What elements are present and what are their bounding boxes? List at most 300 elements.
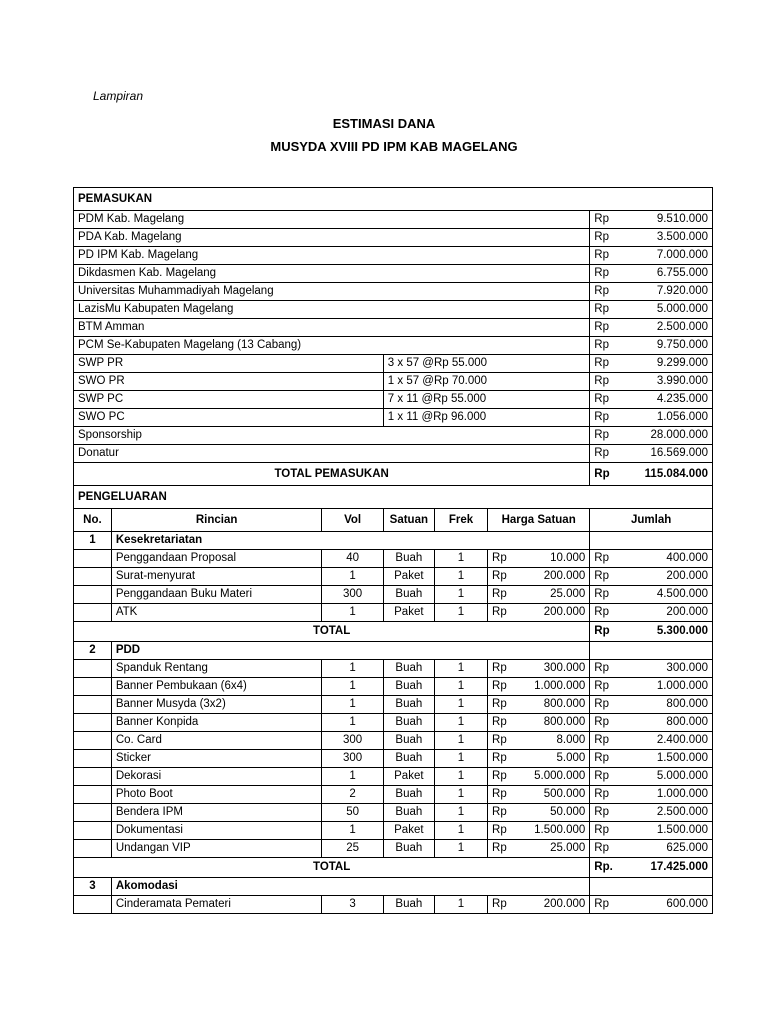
pengeluaran-heading-row [74, 486, 713, 509]
document-subtitle: MUSYDA XVIII PD IPM KAB MAGELANG [270, 139, 518, 154]
money-cell [492, 897, 585, 912]
item-frek: 1 [434, 750, 487, 768]
total-pemasukan-amount [590, 463, 713, 486]
income-amount [590, 355, 713, 373]
item-satuan: Paket [383, 822, 434, 840]
item-jumlah [590, 586, 713, 604]
item-rincian: Undangan VIP [111, 840, 322, 858]
money-cell [594, 715, 708, 730]
currency-label: Rp [492, 680, 507, 692]
money-cell [594, 733, 708, 748]
currency-label: Rp [492, 662, 507, 674]
item-harga [488, 604, 590, 622]
money-cell [594, 751, 708, 766]
item-vol: 1 [322, 660, 383, 678]
item-row [74, 660, 713, 678]
money-cell [492, 805, 585, 820]
item-harga [488, 660, 590, 678]
section-name: Kesekretariatan [111, 532, 589, 550]
empty-cell [590, 642, 713, 660]
lampiran-label: Lampiran [93, 89, 144, 103]
income-amount [590, 373, 713, 391]
item-frek: 1 [434, 714, 487, 732]
item-vol: 1 [322, 822, 383, 840]
money-cell [594, 805, 708, 820]
income-source: LazisMu Kabupaten Magelang [74, 301, 590, 319]
item-vol: 1 [322, 678, 383, 696]
money-cell [594, 467, 708, 482]
amount-value: 200.000 [543, 898, 586, 910]
item-frek: 1 [434, 768, 487, 786]
income-row [74, 229, 713, 247]
currency-label: Rp [594, 698, 609, 710]
item-row [74, 550, 713, 568]
empty-cell [74, 804, 112, 822]
empty-cell [74, 604, 112, 622]
currency-label: Rp [492, 824, 507, 836]
item-jumlah [590, 604, 713, 622]
income-row [74, 445, 713, 463]
amount-value: 9.750.000 [656, 339, 708, 351]
currency-label: Rp [492, 552, 507, 564]
income-row [74, 211, 713, 229]
money-cell [594, 787, 708, 802]
amount-value: 10.000 [550, 552, 586, 564]
money-cell [594, 338, 708, 353]
amount-value: 400.000 [666, 552, 708, 564]
currency-label: Rp [594, 662, 609, 674]
currency-label: Rp [492, 842, 507, 854]
amount-value: 1.056.000 [656, 411, 708, 423]
money-cell [594, 587, 708, 602]
income-amount [590, 301, 713, 319]
amount-value: 16.569.000 [650, 447, 708, 459]
currency-label: Rp [594, 467, 610, 480]
amount-value: 17.425.000 [650, 861, 708, 873]
money-cell [594, 266, 708, 281]
item-satuan: Buah [383, 786, 434, 804]
money-cell [594, 605, 708, 620]
amount-value: 5.000.000 [656, 303, 708, 315]
income-amount [590, 229, 713, 247]
income-row [74, 319, 713, 337]
amount-value: 2.500.000 [656, 806, 708, 818]
currency-label: Rp [492, 898, 507, 910]
section-number: 3 [74, 878, 112, 896]
empty-cell [74, 660, 112, 678]
money-cell [594, 392, 708, 407]
column-header: Vol [322, 509, 383, 532]
currency-label: Rp [492, 788, 507, 800]
income-source: PDM Kab. Magelang [74, 211, 590, 229]
item-rincian: Penggandaan Proposal [111, 550, 322, 568]
item-harga [488, 804, 590, 822]
income-detail: 7 x 11 @Rp 55.000 [383, 391, 590, 409]
income-source: Dikdasmen Kab. Magelang [74, 265, 590, 283]
item-harga [488, 586, 590, 604]
currency-label: Rp [594, 716, 609, 728]
empty-cell [74, 714, 112, 732]
currency-label: Rp [492, 570, 507, 582]
amount-value: 800.000 [666, 716, 708, 728]
currency-label: Rp [594, 788, 609, 800]
amount-value: 4.500.000 [656, 588, 708, 600]
currency-label: Rp [492, 606, 507, 618]
amount-value: 6.755.000 [656, 267, 708, 279]
item-satuan: Buah [383, 840, 434, 858]
income-source: SWP PC [74, 391, 384, 409]
money-cell [492, 841, 585, 856]
money-cell [594, 230, 708, 245]
item-frek: 1 [434, 568, 487, 586]
money-cell [492, 823, 585, 838]
amount-value: 3.990.000 [656, 375, 708, 387]
currency-label: Rp [594, 213, 609, 225]
income-source: PCM Se-Kabupaten Magelang (13 Cabang) [74, 337, 590, 355]
amount-value: 600.000 [666, 898, 708, 910]
item-jumlah [590, 804, 713, 822]
money-cell [594, 551, 708, 566]
item-jumlah [590, 678, 713, 696]
income-amount [590, 211, 713, 229]
amount-value: 800.000 [543, 698, 586, 710]
amount-value: 1.500.000 [534, 824, 586, 836]
document-title: ESTIMASI DANA [332, 116, 436, 131]
amount-value: 7.000.000 [656, 249, 708, 261]
money-cell [594, 284, 708, 299]
money-cell [594, 823, 708, 838]
currency-label: Rp [492, 752, 507, 764]
money-cell [492, 587, 585, 602]
amount-value: 7.920.000 [656, 285, 708, 297]
item-jumlah [590, 840, 713, 858]
money-cell [492, 733, 585, 748]
item-satuan: Paket [383, 604, 434, 622]
item-rincian: Bendera IPM [111, 804, 322, 822]
income-amount [590, 409, 713, 427]
currency-label: Rp [594, 570, 609, 582]
item-jumlah [590, 822, 713, 840]
section-number: 1 [74, 532, 112, 550]
amount-value: 9.510.000 [656, 213, 708, 225]
empty-cell [74, 786, 112, 804]
item-rincian: Penggandaan Buku Materi [111, 586, 322, 604]
item-harga [488, 678, 590, 696]
money-cell [492, 551, 585, 566]
item-rincian: Spanduk Rentang [111, 660, 322, 678]
section-total-label: TOTAL [74, 622, 590, 642]
empty-cell [74, 750, 112, 768]
amount-value: 2.500.000 [656, 321, 708, 333]
item-row [74, 696, 713, 714]
amount-value: 200.000 [666, 606, 708, 618]
income-amount [590, 319, 713, 337]
currency-label: Rp [492, 770, 507, 782]
item-jumlah [590, 568, 713, 586]
section-name: Akomodasi [111, 878, 589, 896]
income-amount [590, 265, 713, 283]
item-rincian: Banner Pembukaan (6x4) [111, 678, 322, 696]
item-row [74, 568, 713, 586]
item-frek: 1 [434, 586, 487, 604]
amount-value: 300.000 [543, 662, 586, 674]
item-vol: 1 [322, 768, 383, 786]
amount-value: 8.000 [556, 734, 586, 746]
currency-label: Rp [594, 357, 609, 369]
currency-label: Rp [594, 447, 609, 459]
currency-label: Rp [594, 249, 609, 261]
item-satuan: Buah [383, 678, 434, 696]
empty-cell [74, 732, 112, 750]
item-jumlah [590, 660, 713, 678]
pengeluaran-heading: PENGELUARAN [74, 486, 713, 509]
item-vol: 1 [322, 696, 383, 714]
empty-cell [74, 896, 112, 914]
income-row [74, 373, 713, 391]
amount-value: 1.000.000 [656, 680, 708, 692]
amount-value: 1.000.000 [534, 680, 586, 692]
item-rincian: Photo Boot [111, 786, 322, 804]
income-amount [590, 283, 713, 301]
income-source: SWP PR [74, 355, 384, 373]
currency-label: Rp [594, 429, 609, 441]
currency-label: Rp [594, 339, 609, 351]
currency-label: Rp [594, 588, 609, 600]
income-source: PDA Kab. Magelang [74, 229, 590, 247]
item-satuan: Paket [383, 568, 434, 586]
income-row [74, 283, 713, 301]
money-cell [492, 715, 585, 730]
money-cell [594, 897, 708, 912]
currency-label: Rp [492, 588, 507, 600]
money-cell [594, 860, 708, 875]
empty-cell [74, 568, 112, 586]
amount-value: 5.300.000 [656, 625, 708, 637]
money-cell [492, 661, 585, 676]
item-satuan: Buah [383, 804, 434, 822]
amount-value: 115.084.000 [644, 467, 708, 480]
income-amount [590, 391, 713, 409]
amount-value: 200.000 [666, 570, 708, 582]
money-cell [594, 661, 708, 676]
item-row [74, 714, 713, 732]
money-cell [492, 605, 585, 620]
column-header: No. [74, 509, 112, 532]
currency-label: Rp [594, 393, 609, 405]
money-cell [594, 248, 708, 263]
item-row [74, 586, 713, 604]
item-satuan: Buah [383, 896, 434, 914]
money-cell [594, 374, 708, 389]
section-total-row [74, 622, 713, 642]
income-row [74, 301, 713, 319]
amount-value: 300.000 [666, 662, 708, 674]
empty-cell [74, 550, 112, 568]
empty-cell [74, 768, 112, 786]
item-vol: 1 [322, 568, 383, 586]
money-cell [594, 569, 708, 584]
section-row [74, 642, 713, 660]
money-cell [594, 302, 708, 317]
item-frek: 1 [434, 660, 487, 678]
currency-label: Rp [594, 375, 609, 387]
item-vol: 40 [322, 550, 383, 568]
section-row [74, 878, 713, 896]
amount-value: 25.000 [550, 588, 586, 600]
item-harga [488, 822, 590, 840]
currency-label: Rp [492, 716, 507, 728]
amount-value: 1.500.000 [656, 752, 708, 764]
item-harga [488, 750, 590, 768]
item-satuan: Buah [383, 660, 434, 678]
empty-cell [590, 878, 713, 896]
amount-value: 3.500.000 [656, 231, 708, 243]
income-source: PD IPM Kab. Magelang [74, 247, 590, 265]
income-source: SWO PR [74, 373, 384, 391]
item-row [74, 896, 713, 914]
item-satuan: Buah [383, 696, 434, 714]
pemasukan-heading-row [74, 188, 713, 211]
pemasukan-heading: PEMASUKAN [74, 188, 713, 211]
currency-label: Rp [594, 842, 609, 854]
income-amount [590, 445, 713, 463]
amount-value: 25.000 [550, 842, 586, 854]
income-amount [590, 337, 713, 355]
section-number: 2 [74, 642, 112, 660]
item-frek: 1 [434, 696, 487, 714]
amount-value: 2.400.000 [656, 734, 708, 746]
income-detail: 3 x 57 @Rp 55.000 [383, 355, 590, 373]
item-rincian: ATK [111, 604, 322, 622]
item-satuan: Buah [383, 550, 434, 568]
item-satuan: Buah [383, 732, 434, 750]
amount-value: 9.299.000 [656, 357, 708, 369]
currency-label: Rp [594, 552, 609, 564]
item-rincian: Surat-menyurat [111, 568, 322, 586]
item-vol: 2 [322, 786, 383, 804]
column-header-row [74, 509, 713, 532]
item-satuan: Buah [383, 586, 434, 604]
currency-label: Rp [594, 231, 609, 243]
item-rincian: Banner Konpida [111, 714, 322, 732]
income-source: BTM Amman [74, 319, 590, 337]
income-detail: 1 x 11 @Rp 96.000 [383, 409, 590, 427]
income-row [74, 265, 713, 283]
income-row [74, 427, 713, 445]
amount-value: 200.000 [543, 570, 586, 582]
currency-label: Rp [594, 625, 610, 637]
item-frek: 1 [434, 678, 487, 696]
item-vol: 25 [322, 840, 383, 858]
income-source: SWO PC [74, 409, 384, 427]
item-satuan: Buah [383, 750, 434, 768]
item-satuan: Buah [383, 714, 434, 732]
item-harga [488, 696, 590, 714]
item-row [74, 678, 713, 696]
item-vol: 300 [322, 750, 383, 768]
amount-value: 1.000.000 [656, 788, 708, 800]
item-frek: 1 [434, 840, 487, 858]
currency-label: Rp [594, 680, 609, 692]
amount-value: 800.000 [666, 698, 708, 710]
currency-label: Rp [594, 770, 609, 782]
section-total-amount [590, 858, 713, 878]
money-cell [594, 428, 708, 443]
item-row [74, 768, 713, 786]
section-total-amount [590, 622, 713, 642]
empty-cell [74, 840, 112, 858]
item-rincian: Cinderamata Pemateri [111, 896, 322, 914]
amount-value: 5.000.000 [534, 770, 586, 782]
money-cell [492, 679, 585, 694]
item-harga [488, 550, 590, 568]
item-frek: 1 [434, 732, 487, 750]
item-frek: 1 [434, 822, 487, 840]
currency-label: Rp [594, 734, 609, 746]
item-row [74, 604, 713, 622]
item-harga [488, 732, 590, 750]
money-cell [594, 320, 708, 335]
item-jumlah [590, 696, 713, 714]
money-cell [594, 212, 708, 227]
amount-value: 625.000 [666, 842, 708, 854]
item-frek: 1 [434, 604, 487, 622]
item-vol: 1 [322, 604, 383, 622]
item-frek: 1 [434, 786, 487, 804]
money-cell [594, 624, 708, 639]
income-row [74, 391, 713, 409]
item-row [74, 804, 713, 822]
money-cell [594, 410, 708, 425]
item-frek: 1 [434, 550, 487, 568]
money-cell [594, 769, 708, 784]
item-harga [488, 768, 590, 786]
item-frek: 1 [434, 896, 487, 914]
currency-label: Rp [492, 698, 507, 710]
amount-value: 500.000 [543, 788, 586, 800]
currency-label: Rp [492, 806, 507, 818]
currency-label: Rp [594, 752, 609, 764]
section-total-label: TOTAL [74, 858, 590, 878]
item-vol: 3 [322, 896, 383, 914]
currency-label: Rp. [594, 861, 613, 873]
item-rincian: Dokumentasi [111, 822, 322, 840]
empty-cell [590, 532, 713, 550]
money-cell [492, 569, 585, 584]
money-cell [594, 446, 708, 461]
empty-cell [74, 586, 112, 604]
income-source: Donatur [74, 445, 590, 463]
income-amount [590, 247, 713, 265]
currency-label: Rp [594, 285, 609, 297]
column-header: Jumlah [590, 509, 713, 532]
amount-value: 5.000.000 [656, 770, 708, 782]
item-row [74, 822, 713, 840]
column-header: Rincian [111, 509, 322, 532]
item-jumlah [590, 714, 713, 732]
amount-value: 1.500.000 [656, 824, 708, 836]
item-vol: 50 [322, 804, 383, 822]
empty-cell [74, 678, 112, 696]
income-row [74, 355, 713, 373]
item-harga [488, 786, 590, 804]
money-cell [594, 697, 708, 712]
item-jumlah [590, 768, 713, 786]
currency-label: Rp [594, 806, 609, 818]
income-row [74, 409, 713, 427]
income-detail: 1 x 57 @Rp 70.000 [383, 373, 590, 391]
column-header: Satuan [383, 509, 434, 532]
